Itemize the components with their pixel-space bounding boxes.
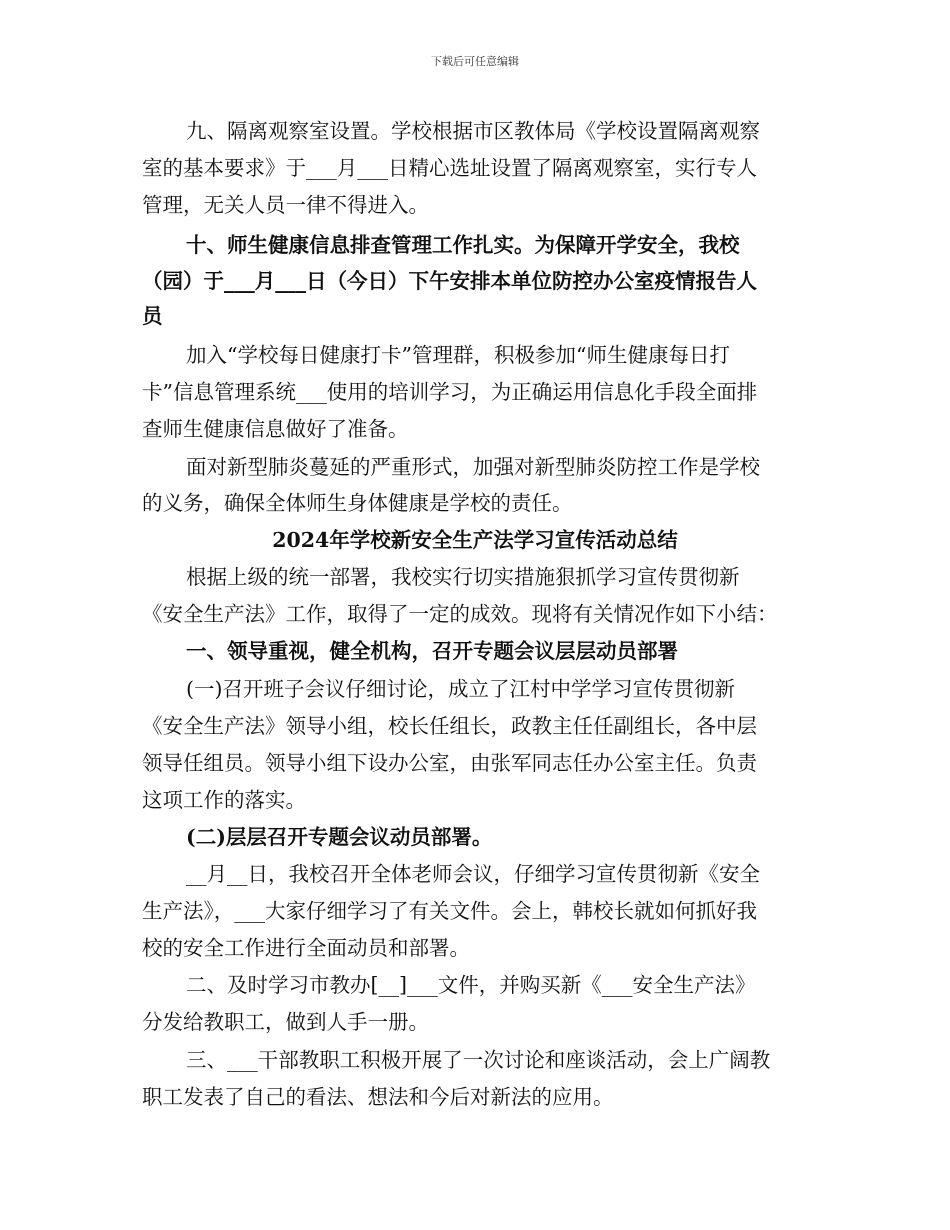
paragraph-line: 《安全生产法》领导小组，校长任组长，政教主任任副组长，各中层 [142,714,757,738]
subsection-heading: (二)层层召开专题会议动员部署。 [186,825,493,849]
bold-paragraph-line: （园）于___月___日（今日）下午安排本单位防控办公室疫情报告人 [142,269,757,293]
paragraph-line: 查师生健康信息做好了准备。 [142,417,409,441]
paragraph-line: 这项工作的落实。 [142,788,306,812]
section-heading: 一、领导重视，健全机构，召开专题会议层层动员部署 [186,639,678,663]
paragraph-line: 加入“学校每日健康打卡”管理群，积极参加“师生健康每日打 [186,343,730,367]
paragraph-line: 卡”信息管理系统___使用的培训学习，为正确运用信息化手段全面排 [142,380,758,404]
bold-paragraph-line: 员 [142,304,163,328]
paragraph-line: 《安全生产法》工作，取得了一定的成效。现将有关情况作如下小结： [142,602,778,626]
paragraph-line: __月__日，我校召开全体老师会议，仔细学习宣传贯彻新《安全 [186,862,760,886]
paragraph-line: (一)召开班子会议仔细讨论，成立了江村中学学习宣传贯彻新 [186,677,735,701]
paragraph-line: 二、及时学习市教办[__]___文件，并购买新《___安全生产法》 [186,973,756,997]
paragraph-line: 九、隔离观察室设置。学校根据市区教体局《学校设置隔离观察 [186,119,760,143]
paragraph-line: 三、___干部教职工积极开展了一次讨论和座谈活动，会上广阔教 [186,1048,771,1072]
paragraph-line: 领导任组员。领导小组下设办公室，由张军同志任办公室主任。负责 [142,751,757,775]
paragraph-line: 校的安全工作进行全面动员和部署。 [142,936,470,960]
paragraph-line: 生产法》，___大家仔细学习了有关文件。会上，韩校长就如何抓好我 [142,899,757,923]
paragraph-line: 根据上级的统一部署，我校实行切实措施狠抓学习宣传贯彻新 [186,565,740,589]
paragraph-line: 管理，无关人员一律不得进入。 [142,193,429,217]
paragraph-line: 面对新型肺炎蔓延的严重形式，加强对新型肺炎防控工作是学校 [186,455,760,479]
paragraph-line: 室的基本要求》于___月___日精心选址设置了隔离观察室，实行专人 [142,156,757,180]
paragraph-line: 职工发表了自己的看法、想法和今后对新法的应用。 [142,1085,614,1109]
bold-paragraph-line: 十、师生健康信息排查管理工作扎实。为保障开学安全，我校 [186,233,740,257]
section-title: 2024年学校新安全生产法学习宣传活动总结 [272,528,678,552]
paragraph-line: 的义务，确保全体师生身体健康是学校的责任。 [142,491,573,515]
page-header-note: 下载后可任意编辑 [431,55,519,68]
paragraph-line: 分发给教职工，做到人手一册。 [142,1010,429,1034]
